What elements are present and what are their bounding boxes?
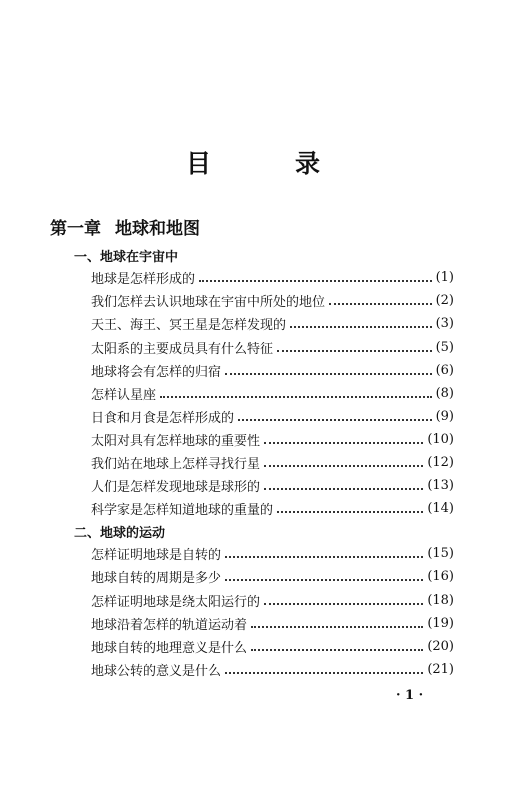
entry-title: 我们站在地球上怎样寻找行星: [91, 456, 261, 472]
title-char-1: 目: [185, 149, 211, 178]
leader-dots: [290, 325, 432, 328]
chapter-number: 第一章: [50, 219, 101, 239]
leader-dots: [251, 648, 423, 651]
entry-page: (9): [435, 408, 454, 424]
entry-title: 人们是怎样发现地球是球形的: [91, 479, 261, 495]
toc-entry[interactable]: [91, 543, 454, 563]
entry-page: (19): [427, 615, 454, 631]
toc-entry[interactable]: [91, 337, 454, 357]
entry-title: 日食和月食是怎样形成的: [91, 410, 235, 426]
entry-title: 地球沿着怎样的轨道运动着: [91, 617, 248, 633]
section-heading: 二、地球的运动: [74, 526, 166, 541]
leader-dots: [225, 578, 423, 581]
leader-dots: [199, 279, 432, 282]
toc-entry[interactable]: [91, 659, 454, 679]
entry-title: 地球是怎样形成的: [91, 271, 196, 287]
entry-page: (13): [427, 477, 454, 493]
entry-title: 地球自转的地理意义是什么: [91, 640, 248, 656]
page-title: [0, 144, 506, 180]
entry-page: (18): [427, 592, 454, 608]
entry-page: (10): [427, 431, 454, 447]
entry-page: (15): [427, 545, 454, 561]
entry-page: (8): [435, 385, 454, 401]
entry-title: 太阳系的主要成员具有什么特征: [91, 341, 274, 357]
chapter-name: 地球和地图: [115, 219, 200, 239]
chapter-heading: [50, 214, 200, 239]
leader-dots: [264, 487, 423, 490]
toc-entry[interactable]: [91, 566, 454, 586]
toc-entry[interactable]: [91, 452, 454, 472]
entry-title: 地球公转的意义是什么: [91, 663, 222, 679]
entry-title: 我们怎样去认识地球在宇宙中所处的地位: [91, 294, 326, 310]
toc-entry[interactable]: [91, 313, 454, 333]
entry-page: (2): [435, 292, 454, 308]
entry-page: (6): [435, 362, 454, 378]
entry-title: 怎样证明地球是自转的: [91, 547, 222, 563]
toc-entry[interactable]: [91, 383, 454, 403]
leader-dots: [264, 602, 423, 605]
entry-page: (1): [435, 269, 454, 285]
leader-dots: [329, 302, 432, 305]
toc-entry[interactable]: [91, 590, 454, 610]
leader-dots: [277, 510, 423, 513]
toc-entry[interactable]: [91, 498, 454, 518]
leader-dots: [264, 464, 423, 467]
toc-entry[interactable]: [91, 475, 454, 495]
entry-page: (3): [435, 315, 454, 331]
leader-dots: [225, 372, 432, 375]
page-number: · 1 ·: [396, 688, 424, 703]
entry-title: 地球自转的周期是多少: [91, 570, 222, 586]
entry-title: 怎样认星座: [91, 387, 157, 403]
toc-entry[interactable]: [91, 613, 454, 633]
entry-page: (20): [427, 638, 454, 654]
toc-entry[interactable]: [91, 267, 454, 287]
entry-page: (12): [427, 454, 454, 470]
entry-title: 天王、海王、冥王星是怎样发现的: [91, 317, 287, 333]
entry-title: 太阳对具有怎样地球的重要性: [91, 433, 261, 449]
entry-page: (5): [435, 339, 454, 355]
toc-entry[interactable]: [91, 406, 454, 426]
entry-title: 地球将会有怎样的归宿: [91, 364, 222, 380]
entry-title: 科学家是怎样知道地球的重量的: [91, 502, 274, 518]
leader-dots: [238, 418, 432, 421]
leader-dots: [277, 349, 432, 352]
title-char-2: 录: [295, 149, 321, 178]
entry-page: (16): [427, 568, 454, 584]
toc-entry[interactable]: [91, 429, 454, 449]
toc-entry[interactable]: [91, 636, 454, 656]
leader-dots: [160, 395, 432, 398]
toc-entry[interactable]: [91, 360, 454, 380]
leader-dots: [251, 625, 423, 628]
leader-dots: [225, 555, 423, 558]
toc-entry[interactable]: [91, 290, 454, 310]
entry-page: (21): [427, 661, 454, 677]
entry-title: 怎样证明地球是绕太阳运行的: [91, 594, 261, 610]
section-heading: 一、地球在宇宙中: [74, 250, 179, 265]
entry-page: (14): [427, 500, 454, 516]
leader-dots: [225, 671, 423, 674]
leader-dots: [264, 441, 423, 444]
